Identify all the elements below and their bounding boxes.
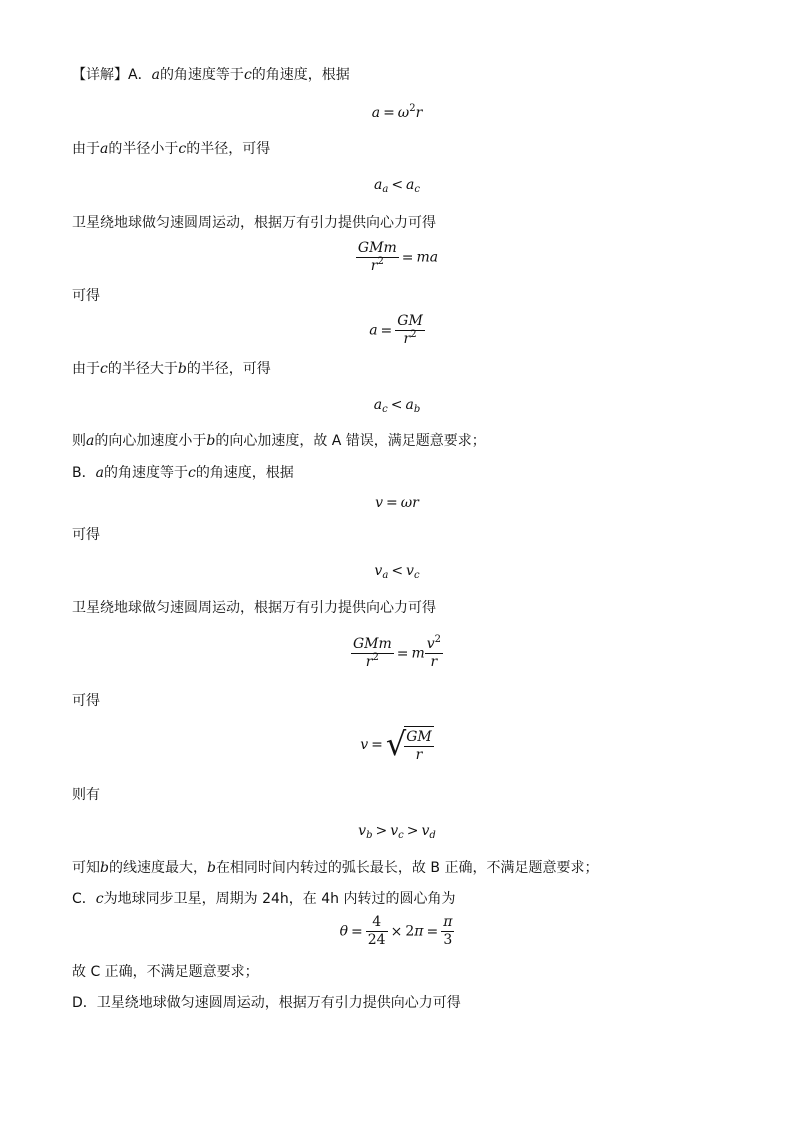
equation-4: a = $\frac{GM}{r^2}$ bbox=[369, 313, 423, 347]
text-line-2: 由于a的半径小于c的半径，可得 bbox=[72, 141, 271, 157]
equation-10: $v_b > v_c > v_d$ bbox=[358, 823, 436, 841]
text-line-1: 【详解】A．a的角速度等于c的角速度，根据 bbox=[72, 67, 350, 83]
equation-11: θ = $\frac{4}{24}$ × 2π = $\frac{\pi}{3}$ bbox=[339, 914, 453, 948]
text-line-4: 可得 bbox=[72, 288, 100, 304]
equation-1: $a = \omega^2r$ bbox=[371, 103, 423, 121]
equation-6: v = ωr bbox=[375, 495, 419, 511]
text-line-11: 则有 bbox=[72, 787, 100, 803]
text-line-7: B．a的角速度等于c的角速度，根据 bbox=[72, 465, 294, 481]
text-line-14: 故 C 正确，不满足题意要求； bbox=[72, 964, 259, 980]
text-line-6: 则a的向心加速度小于b的向心加速度，故 A 错误，满足题意要求； bbox=[72, 433, 486, 449]
text-line-3: 卫星绕地球做匀速圆周运动，根据万有引力提供向心力可得 bbox=[72, 215, 436, 231]
text-line-10: 可得 bbox=[72, 693, 100, 709]
text-line-13: C．c为地球同步卫星，周期为 24h，在 4h 内转过的圆心角为 bbox=[72, 891, 456, 907]
text-line-15: D．卫星绕地球做匀速圆周运动，根据万有引力提供向心力可得 bbox=[72, 995, 461, 1011]
text-line-5: 由于c的半径大于b的半径，可得 bbox=[72, 361, 271, 377]
text-line-9: 卫星绕地球做匀速圆周运动，根据万有引力提供向心力可得 bbox=[72, 600, 436, 616]
equation-9: v = √ $\frac{GM}{r}$ bbox=[360, 725, 432, 763]
equation-7: $v_a < v_c$ bbox=[374, 563, 420, 581]
text-line-12: 可知b的线速度最大，b在相同时间内转过的弧长最长，故 B 正确，不满足题意要求； bbox=[72, 860, 599, 876]
equation-2: $a_a < a_c$ bbox=[373, 177, 421, 195]
text-line-8: 可得 bbox=[72, 527, 100, 543]
equation-5: $a_c < a_b$ bbox=[373, 397, 421, 415]
equation-3: $\frac{\text{GMm}}{r^2}$ = ma bbox=[357, 240, 439, 274]
equation-8: $\frac{\text{GMm}}{r^2}$ = m $\frac{v^2}{r}$ bbox=[352, 634, 442, 670]
